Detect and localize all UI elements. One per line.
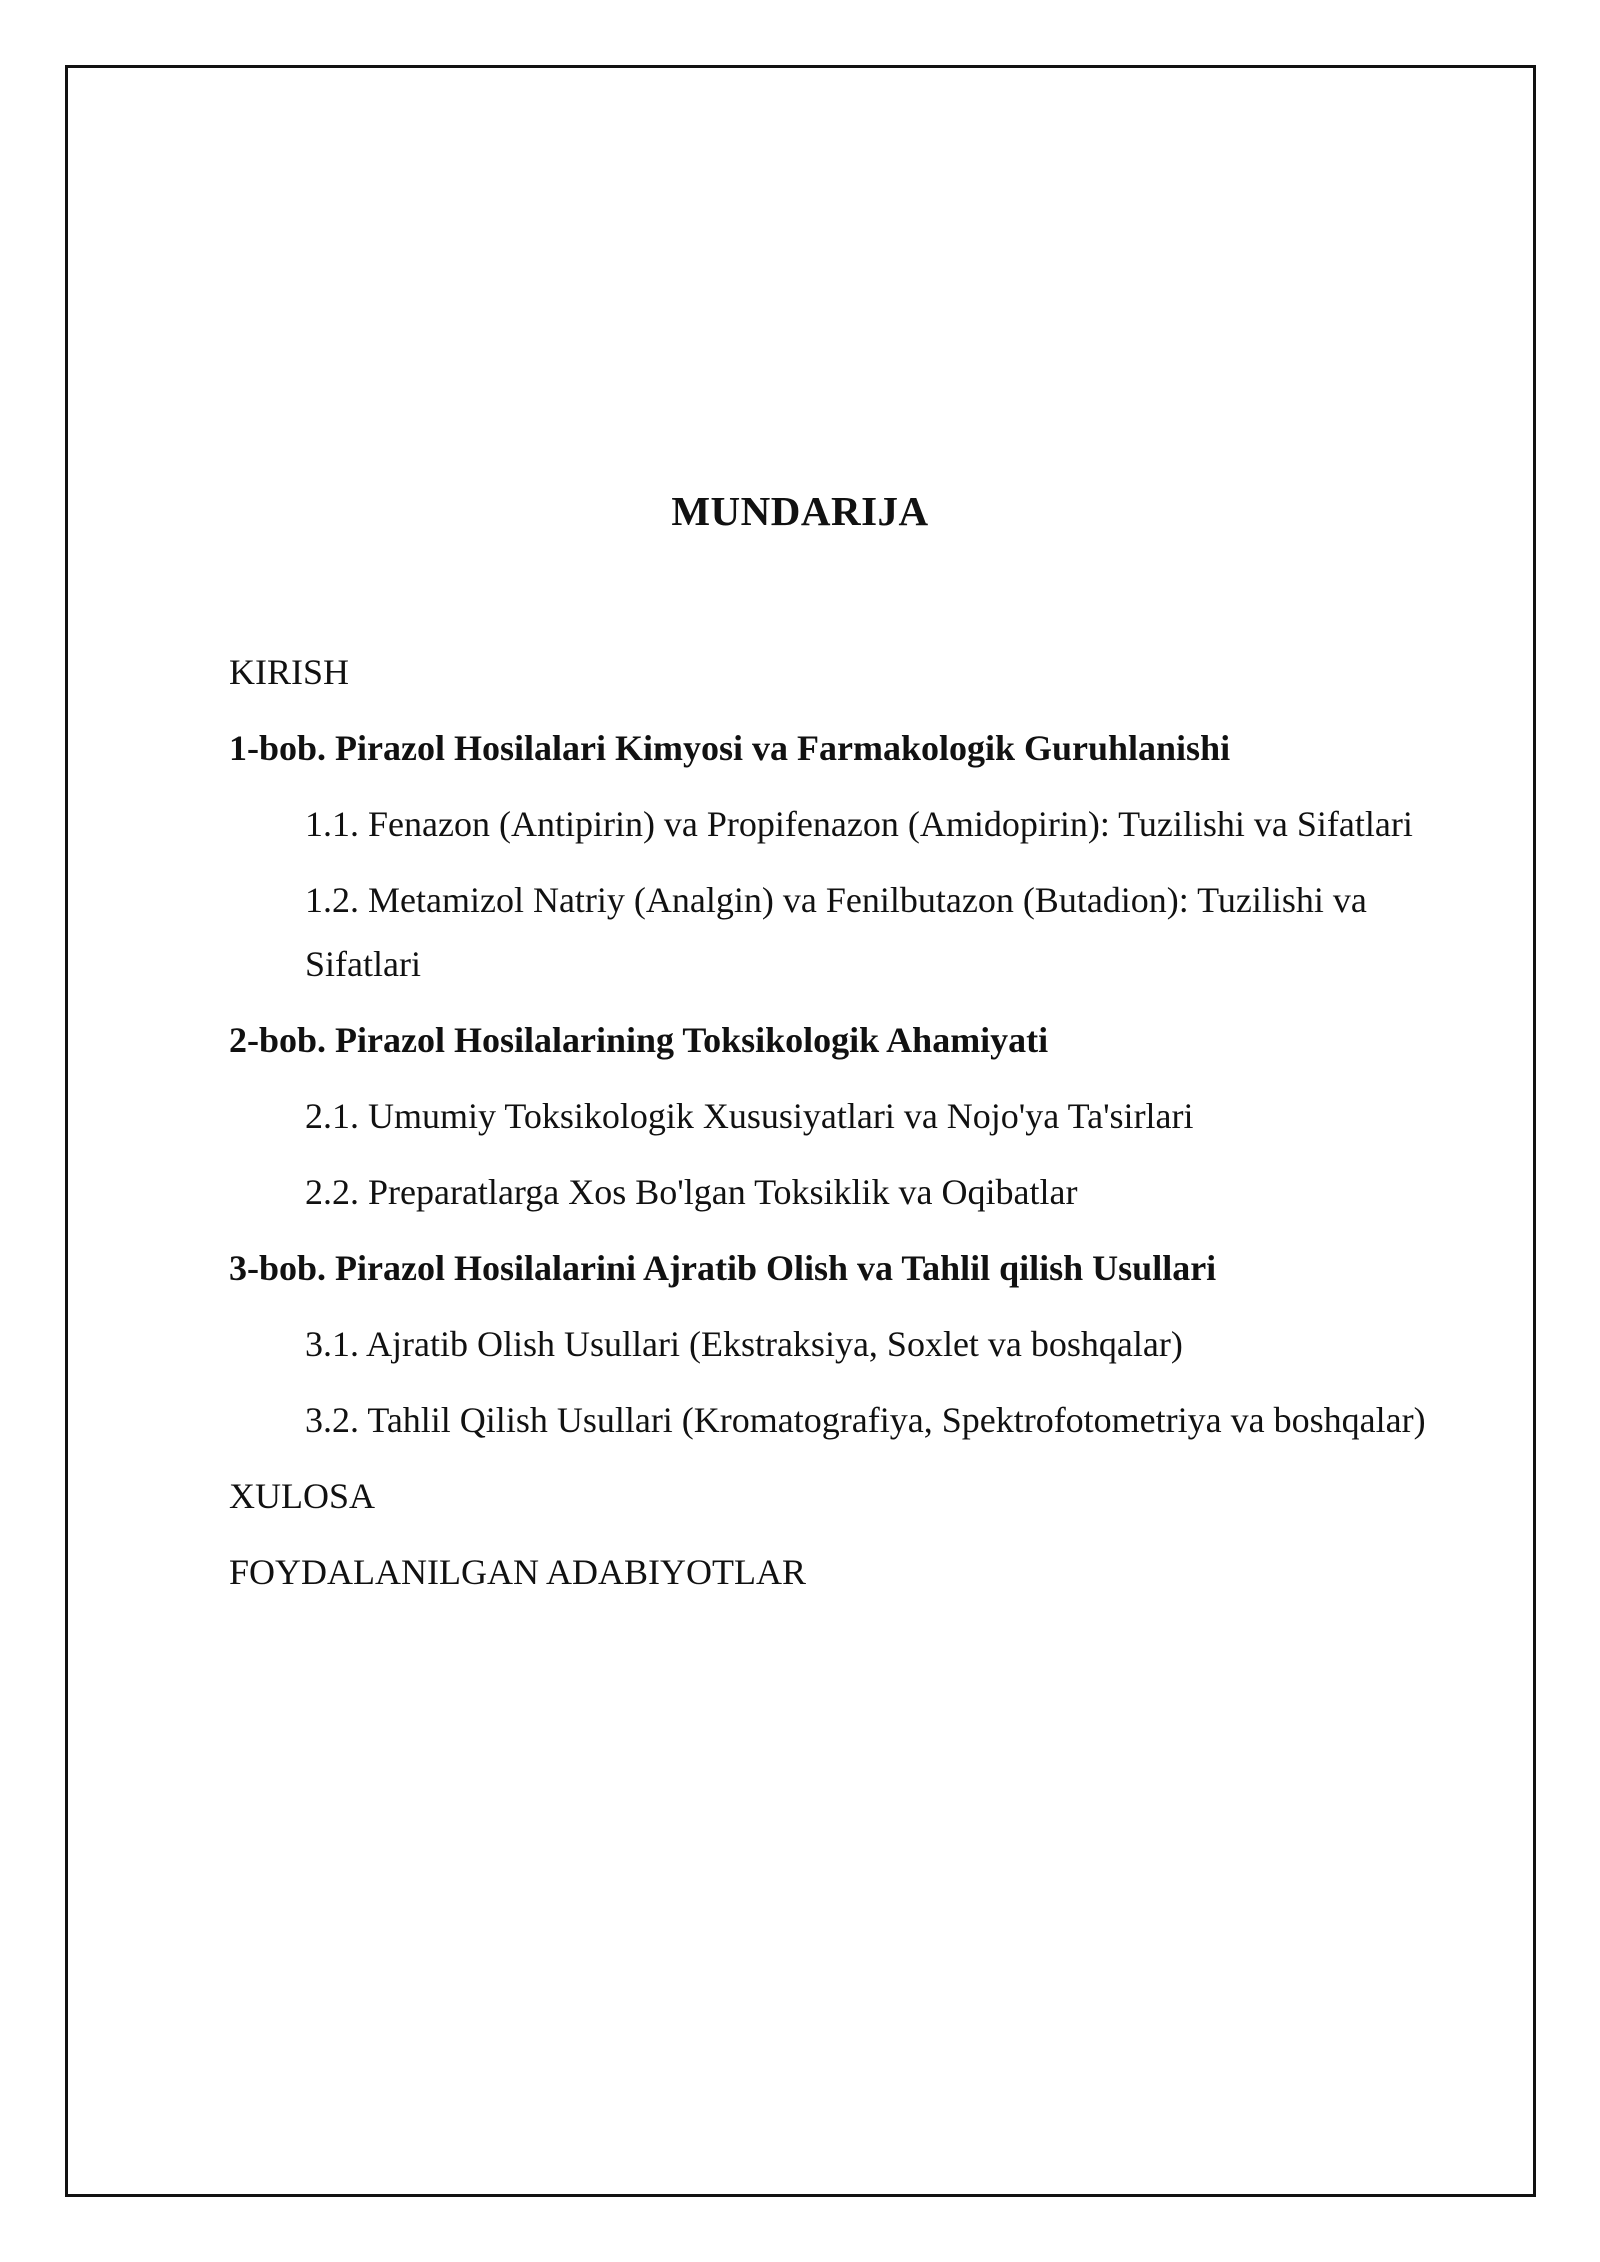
- toc-section-3-2[interactable]: 3.2. Tahlil Qilish Usullari (Kromatografiya, Spektrofotometriya va boshqalar): [305, 1400, 1426, 1440]
- toc-section-1-2[interactable]: 1.2. Metamizol Natriy (Analgin) va Fenilbutazon (Butadion): Tuzilishi va Sifatlari: [305, 880, 1367, 984]
- page-title: MUNDARIJA: [671, 488, 929, 535]
- toc-section-2-2[interactable]: 2.2. Preparatlarga Xos Bo'lgan Toksiklik va Oqibatlar: [305, 1172, 1078, 1212]
- toc-section-2-1[interactable]: 2.1. Umumiy Toksikologik Xususiyatlari va Nojo'ya Ta'sirlari: [305, 1096, 1194, 1136]
- toc-chapter-1[interactable]: 1-bob. Pirazol Hosilalari Kimyosi va Farmakologik Guruhlanishi: [229, 728, 1231, 768]
- toc-entry-adabiyotlar[interactable]: FOYDALANILGAN ADABIYOTLAR: [229, 1552, 806, 1592]
- toc-chapter-3[interactable]: 3-bob. Pirazol Hosilalarini Ajratib Olish va Tahlil qilish Usullari: [229, 1248, 1217, 1288]
- table-of-contents: [229, 640, 1489, 1616]
- toc-section-1-1[interactable]: 1.1. Fenazon (Antipirin) va Propifenazon (Amidopirin): Tuzilishi va Sifatlari: [305, 804, 1413, 844]
- toc-entry-kirish[interactable]: KIRISH: [229, 652, 350, 692]
- toc-chapter-2[interactable]: 2-bob. Pirazol Hosilalarining Toksikologik Ahamiyati: [229, 1020, 1049, 1060]
- toc-section-3-1[interactable]: 3.1. Ajratib Olish Usullari (Ekstraksiya, Soxlet va boshqalar): [305, 1324, 1183, 1364]
- toc-entry-xulosa[interactable]: XULOSA: [229, 1476, 376, 1516]
